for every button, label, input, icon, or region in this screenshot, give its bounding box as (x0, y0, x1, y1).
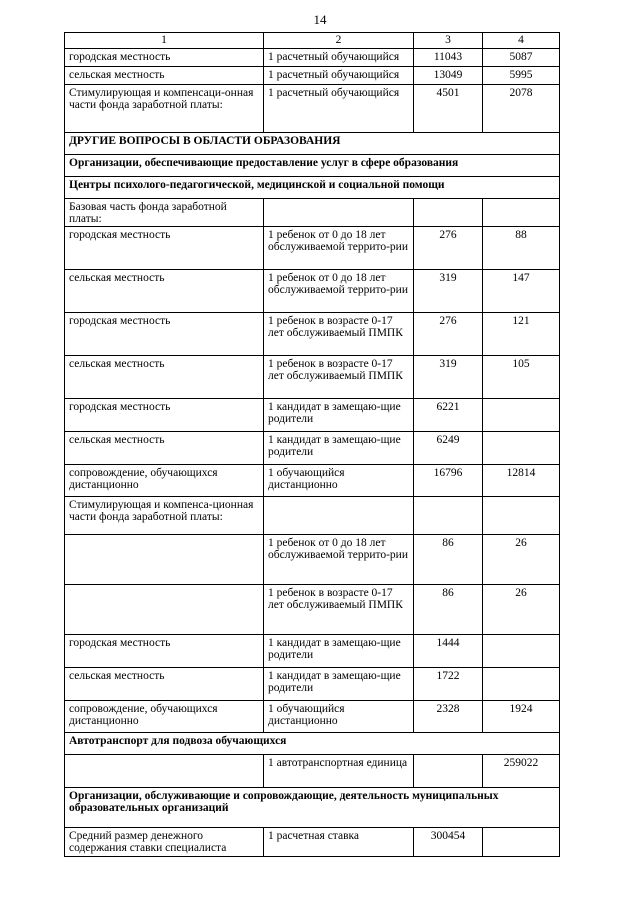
table-row (65, 67, 560, 85)
unit-cell (264, 199, 414, 227)
unit-cell: 1 кандидат в замещаю-щие родители (264, 432, 414, 465)
page-number: 14 (313, 12, 327, 27)
norm-value-cell: 13049 (414, 67, 483, 85)
category-cell: городская местность (65, 635, 264, 668)
column-header-3: 3 (414, 33, 483, 49)
table-row (65, 635, 560, 668)
norm-value-cell: 319 (414, 270, 483, 313)
table-row (65, 432, 560, 465)
table-row (65, 497, 560, 535)
additional-value-cell: 259022 (483, 755, 560, 788)
category-cell: Стимулирующая и компенса-ционная части фонда заработной платы: (65, 497, 264, 535)
unit-cell: 1 кандидат в замещаю-щие родители (264, 668, 414, 701)
norm-value-cell: 86 (414, 585, 483, 635)
unit-cell: 1 расчетная ставка (264, 828, 414, 857)
unit-cell (264, 497, 414, 535)
column-header-1: 1 (65, 33, 264, 49)
additional-value-cell (483, 399, 560, 432)
table-row (65, 701, 560, 733)
section-heading: Автотранспорт для подвоза обучающихся (65, 733, 560, 755)
column-header-2: 2 (264, 33, 414, 49)
section-heading-row (65, 133, 560, 155)
norm-value-cell: 2328 (414, 701, 483, 733)
category-cell (65, 585, 264, 635)
additional-value-cell: 5995 (483, 67, 560, 85)
norm-value-cell: 4501 (414, 85, 483, 133)
unit-cell: 1 ребенок в возрасте 0-17 лет обслуживаемый ПМПК (264, 356, 414, 399)
category-cell: Средний размер денежного содержания ставки специалиста (65, 828, 264, 857)
additional-value-cell (483, 497, 560, 535)
category-cell: сельская местность (65, 356, 264, 399)
category-cell: городская местность (65, 399, 264, 432)
unit-cell: 1 ребенок от 0 до 18 лет обслуживаемой террито-рии (264, 535, 414, 585)
additional-value-cell: 12814 (483, 465, 560, 497)
norm-value-cell: 6249 (414, 432, 483, 465)
additional-value-cell: 88 (483, 227, 560, 270)
additional-value-cell: 1924 (483, 701, 560, 733)
additional-value-cell (483, 635, 560, 668)
unit-cell: 1 ребенок в возрасте 0-17 лет обслуживаемый ПМПК (264, 585, 414, 635)
additional-value-cell (483, 828, 560, 857)
category-cell: сельская местность (65, 270, 264, 313)
unit-cell: 1 расчетный обучающийся (264, 67, 414, 85)
table-row (65, 356, 560, 399)
table-row (65, 585, 560, 635)
unit-cell: 1 расчетный обучающийся (264, 49, 414, 67)
norm-value-cell: 11043 (414, 49, 483, 67)
unit-cell: 1 обучающийся дистанционно (264, 701, 414, 733)
norm-value-cell: 319 (414, 356, 483, 399)
norm-value-cell (414, 497, 483, 535)
unit-cell: 1 ребенок от 0 до 18 лет обслуживаемой террито-рии (264, 227, 414, 270)
category-cell: сопровождение, обучающихся дистанционно (65, 465, 264, 497)
category-cell: городская местность (65, 49, 264, 67)
norm-value-cell (414, 755, 483, 788)
additional-value-cell (483, 432, 560, 465)
category-cell: сопровождение, обучающихся дистанционно (65, 701, 264, 733)
norm-value-cell: 276 (414, 313, 483, 356)
additional-value-cell: 26 (483, 535, 560, 585)
table-row (65, 313, 560, 356)
table-row (65, 49, 560, 67)
additional-value-cell (483, 199, 560, 227)
unit-cell: 1 ребенок от 0 до 18 лет обслуживаемой террито-рии (264, 270, 414, 313)
table-row (65, 535, 560, 585)
section-heading-row (65, 155, 560, 177)
unit-cell: 1 расчетный обучающийся (264, 85, 414, 133)
section-heading: Организации, обслуживающие и сопровождающие, деятельность муниципальных образовательных организаций (65, 788, 560, 828)
category-cell: городская местность (65, 313, 264, 356)
norm-value-cell: 1444 (414, 635, 483, 668)
category-cell (65, 755, 264, 788)
norm-value-cell: 1722 (414, 668, 483, 701)
table-row (65, 399, 560, 432)
category-cell (65, 535, 264, 585)
category-cell: городская местность (65, 227, 264, 270)
table-row (65, 828, 560, 857)
additional-value-cell (483, 668, 560, 701)
additional-value-cell: 105 (483, 356, 560, 399)
additional-value-cell: 147 (483, 270, 560, 313)
unit-cell: 1 кандидат в замещаю-щие родители (264, 635, 414, 668)
unit-cell: 1 автотранспортная единица (264, 755, 414, 788)
table-row (65, 270, 560, 313)
table-row (65, 465, 560, 497)
norm-value-cell: 16796 (414, 465, 483, 497)
section-heading: ДРУГИЕ ВОПРОСЫ В ОБЛАСТИ ОБРАЗОВАНИЯ (65, 133, 560, 155)
additional-value-cell: 121 (483, 313, 560, 356)
unit-cell: 1 кандидат в замещаю-щие родители (264, 399, 414, 432)
norm-value-cell: 86 (414, 535, 483, 585)
additional-value-cell: 2078 (483, 85, 560, 133)
table-header-row (65, 33, 560, 49)
section-heading: Организации, обеспечивающие предоставление услуг в сфере образования (65, 155, 560, 177)
funding-norms-table (64, 32, 560, 857)
section-heading-row (65, 788, 560, 828)
table-row (65, 227, 560, 270)
category-cell: Базовая часть фонда заработной платы: (65, 199, 264, 227)
norm-value-cell: 6221 (414, 399, 483, 432)
norm-value-cell: 300454 (414, 828, 483, 857)
category-cell: сельская местность (65, 668, 264, 701)
section-heading-row (65, 733, 560, 755)
category-cell: сельская местность (65, 67, 264, 85)
table-row (65, 85, 560, 133)
unit-cell: 1 ребенок в возрасте 0-17 лет обслуживаемый ПМПК (264, 313, 414, 356)
norm-value-cell (414, 199, 483, 227)
additional-value-cell: 26 (483, 585, 560, 635)
table-row (65, 199, 560, 227)
additional-value-cell: 5087 (483, 49, 560, 67)
column-header-4: 4 (483, 33, 560, 49)
table-row (65, 755, 560, 788)
table-row (65, 668, 560, 701)
unit-cell: 1 обучающийся дистанционно (264, 465, 414, 497)
category-cell: Стимулирующая и компенсаци-онная части фонда заработной платы: (65, 85, 264, 133)
section-heading-row (65, 177, 560, 199)
category-cell: сельская местность (65, 432, 264, 465)
norm-value-cell: 276 (414, 227, 483, 270)
section-heading: Центры психолого-педагогической, медицинской и социальной помощи (65, 177, 560, 199)
